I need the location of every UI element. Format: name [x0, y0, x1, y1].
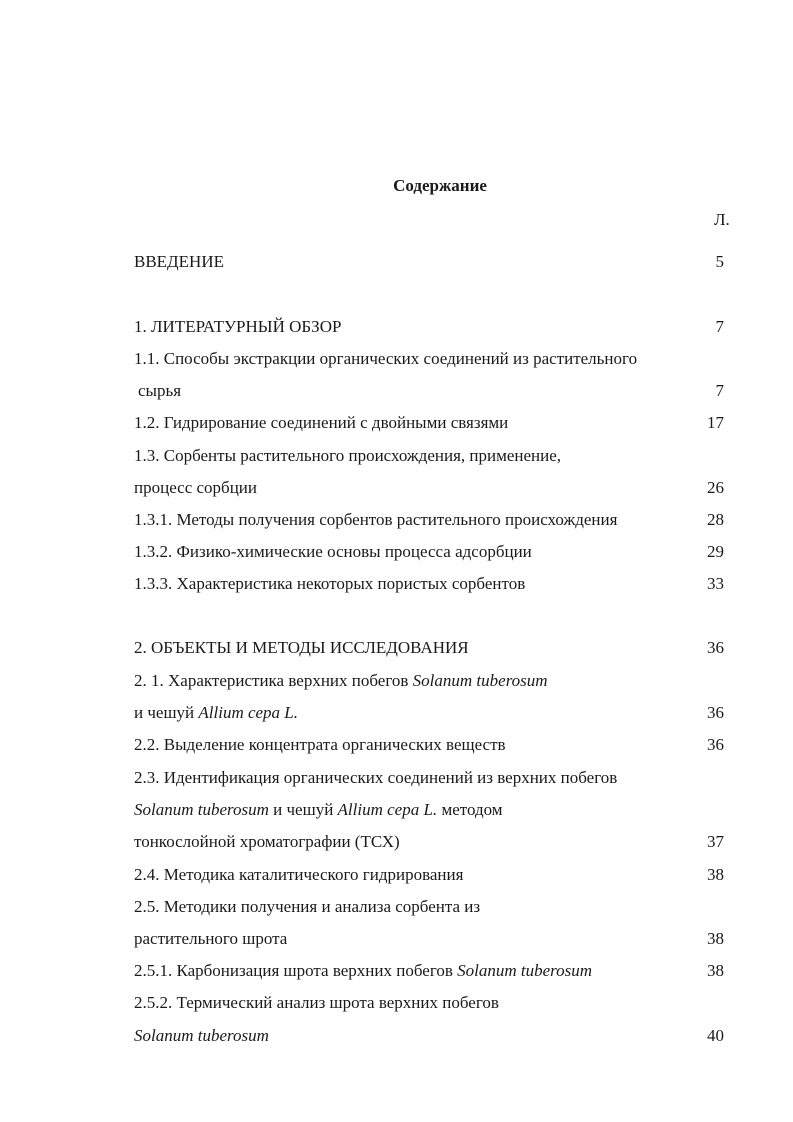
toc-entry-2-5-2-cont[interactable]: [134, 1025, 734, 1047]
toc-entry-text: растительного шрота: [134, 929, 288, 948]
toc-entry-text: ВВЕДЕНИЕ: [134, 252, 224, 271]
toc-entry-text: и чешуй: [134, 703, 199, 722]
species-name: Solanum tuberosum: [134, 800, 269, 819]
toc-page-number: 38: [707, 961, 724, 980]
toc-entry-text: 2.3. Идентификация органических соединений из верхних побегов: [134, 768, 618, 787]
toc-page-number: 38: [707, 865, 724, 884]
toc-page-number: 36: [707, 703, 724, 722]
toc-entry-text: 2.4. Методика каталитического гидрирования: [134, 865, 464, 884]
toc-entry-text: и чешуй: [268, 800, 338, 819]
toc-page-number: 36: [707, 735, 724, 754]
toc-entry-1-3-3[interactable]: [134, 573, 734, 595]
toc-entry-1-3[interactable]: [134, 445, 734, 467]
toc-entry-1-3-1[interactable]: [134, 509, 734, 531]
toc-page-number: 40: [707, 1026, 724, 1045]
toc-entry-text: 1.3.2. Физико-химические основы процесса адсорбции: [134, 542, 532, 561]
species-name: Allium cepa L.: [198, 703, 299, 722]
toc-page-number: 7: [715, 381, 724, 400]
toc-entry-1-1-cont[interactable]: [134, 380, 734, 402]
toc-entry-text: 1.3.1. Методы получения сорбентов растительного происхождения: [134, 510, 618, 529]
toc-entry-2-1-cont[interactable]: [134, 702, 734, 724]
toc-entry-chapter-1[interactable]: [134, 316, 734, 338]
toc-entry-text: 2. ОБЪЕКТЫ И МЕТОДЫ ИССЛЕДОВАНИЯ: [134, 638, 469, 657]
toc-entry-2-5-cont[interactable]: [134, 928, 734, 950]
toc-page-number: 33: [707, 574, 724, 593]
toc-entry-text: тонкослойной хроматографии (ТСХ): [134, 832, 400, 851]
toc-entry-chapter-2[interactable]: [134, 637, 734, 659]
toc-entry-text: 1. ЛИТЕРАТУРНЫЙ ОБЗОР: [134, 317, 342, 336]
toc-entry-text: 1.3. Сорбенты растительного происхождения, применение,: [134, 446, 562, 465]
toc-entry-text: 2.5.1. Карбонизация шрота верхних побегов: [134, 961, 458, 980]
toc-entry-intro[interactable]: [134, 251, 734, 273]
toc-page-number: 28: [707, 510, 724, 529]
toc-entry-text: 1.3.3. Характеристика некоторых пористых сорбентов: [134, 574, 526, 593]
toc-entry-text: методом: [437, 800, 503, 819]
species-name: Solanum tuberosum: [412, 671, 548, 690]
toc-entry-text: 2.2. Выделение концентрата органических веществ: [134, 735, 506, 754]
toc-page-number: 38: [707, 929, 724, 948]
species-name: Solanum tuberosum: [457, 961, 593, 980]
toc-page-number: 36: [707, 638, 724, 657]
toc-entry-text: 2.5. Методики получения и анализа сорбента из: [134, 897, 481, 916]
toc-page-number: 17: [707, 413, 724, 432]
toc-title: Содержание: [393, 176, 487, 195]
toc-entry-1-3-2[interactable]: [134, 541, 734, 563]
toc-entry-2-4[interactable]: [134, 864, 734, 886]
toc-entry-2-5[interactable]: [134, 896, 734, 918]
toc-page-number: 7: [715, 317, 724, 336]
toc-page-number: 5: [715, 252, 724, 271]
toc-entry-2-3-cont2[interactable]: [134, 831, 734, 853]
toc-page-number: 37: [707, 832, 724, 851]
toc-entry-1-1[interactable]: [134, 348, 734, 370]
toc-page-number: 29: [707, 542, 724, 561]
page-column-label: Л.: [714, 210, 730, 229]
toc-entry-2-5-1[interactable]: [134, 960, 734, 982]
toc-entry-1-2[interactable]: [134, 412, 734, 434]
toc-entry-text: 2. 1. Характеристика верхних побегов: [134, 671, 413, 690]
toc-entry-text: сырья: [138, 381, 182, 400]
toc-entry-text: 1.2. Гидрирование соединений с двойными связями: [134, 413, 509, 432]
toc-entry-2-3[interactable]: [134, 767, 734, 789]
species-name: Solanum tuberosum: [134, 1026, 269, 1045]
toc-entry-2-5-2[interactable]: [134, 992, 734, 1014]
toc-entry-text: 1.1. Способы экстракции органических соединений из растительного: [134, 349, 638, 368]
toc-entry-2-2[interactable]: [134, 734, 734, 756]
toc-page-number: 26: [707, 478, 724, 497]
toc-entry-2-3-cont[interactable]: [134, 799, 734, 821]
species-name: Allium cepa L.: [337, 800, 438, 819]
toc-entry-text: процесс сорбции: [134, 478, 257, 497]
toc-entry-2-1[interactable]: [134, 670, 734, 692]
toc-entry-1-3-cont[interactable]: [134, 477, 734, 499]
toc-entry-text: 2.5.2. Термический анализ шрота верхних побегов: [134, 993, 499, 1012]
